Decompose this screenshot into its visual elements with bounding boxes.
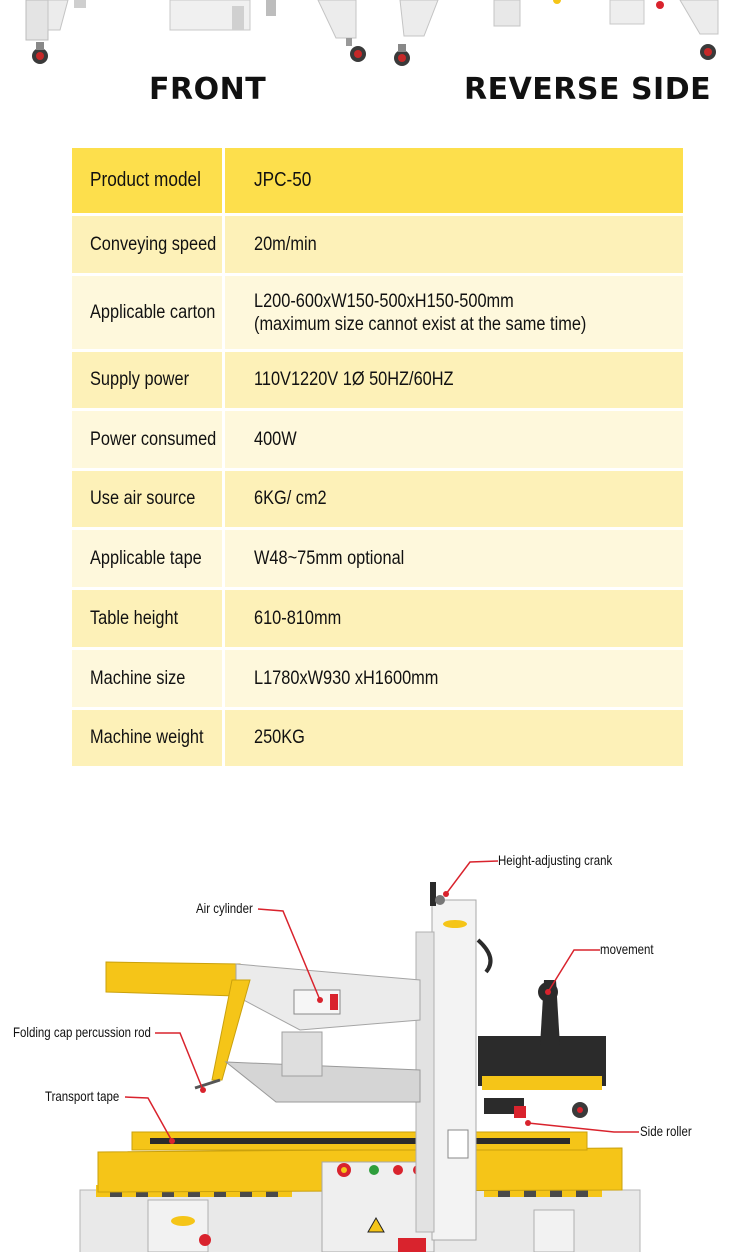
callout-transport-tape: Transport tape bbox=[45, 1088, 120, 1104]
spec-row-power-consumed bbox=[72, 411, 683, 468]
spec-value: 400W bbox=[254, 428, 297, 450]
spec-value: 610-810mm bbox=[254, 607, 342, 629]
spec-row-applicable-carton bbox=[72, 276, 683, 349]
spec-row-use-air-source bbox=[72, 471, 683, 527]
front-view-label: FRONT bbox=[149, 72, 267, 107]
spec-row-product-model bbox=[72, 148, 683, 213]
spec-key: Power consumed bbox=[90, 428, 217, 450]
spec-value: 6KG/ cm2 bbox=[254, 488, 327, 509]
spec-key: Applicable tape bbox=[90, 547, 202, 569]
callout-folding-cap-percussion-rod: Folding cap percussion rod bbox=[13, 1024, 151, 1040]
spec-value: 250KG bbox=[254, 727, 305, 748]
spec-value: W48~75mm optional bbox=[254, 547, 405, 569]
spec-key: Product model bbox=[90, 169, 201, 191]
spec-key: Machine size bbox=[90, 667, 186, 689]
spec-value: L1780xW930 xH1600mm bbox=[254, 667, 439, 689]
spec-row-table-height bbox=[72, 590, 683, 647]
machine-photo-strip bbox=[0, 0, 750, 72]
machine-photo-bottoms bbox=[0, 0, 750, 72]
callout-side-roller: Side roller bbox=[640, 1123, 692, 1139]
spec-value: 20m/min bbox=[254, 233, 317, 255]
spec-key: Applicable carton bbox=[90, 301, 216, 323]
spec-value-line1: L200-600xW150-500xH150-500mm bbox=[254, 290, 514, 312]
spec-row-machine-weight bbox=[72, 710, 683, 766]
spec-row-applicable-tape bbox=[72, 530, 683, 587]
spec-key: Supply power bbox=[90, 369, 190, 390]
spec-value: JPC-50 bbox=[254, 169, 312, 191]
callout-height-adjusting-crank: Height-adjusting crank bbox=[498, 852, 613, 868]
spec-key: Conveying speed bbox=[90, 233, 217, 255]
spec-value: 110V1220V 1Ø 50HZ/60HZ bbox=[254, 369, 454, 390]
spec-row-supply-power bbox=[72, 352, 683, 408]
spec-row-conveying-speed bbox=[72, 216, 683, 273]
spec-key: Use air source bbox=[90, 488, 196, 509]
spec-value-line2: (maximum size cannot exist at the same time) bbox=[254, 313, 587, 335]
spec-key: Table height bbox=[90, 607, 179, 629]
callout-air-cylinder: Air cylinder bbox=[196, 900, 253, 916]
callout-movement: movement bbox=[600, 941, 654, 957]
spec-key: Machine weight bbox=[90, 727, 204, 748]
reverse-side-view-label: REVERSE SIDE bbox=[464, 72, 712, 107]
spec-value-multiline bbox=[254, 290, 586, 336]
spec-row-machine-size bbox=[72, 650, 683, 707]
carton-sealer-illustration bbox=[0, 840, 750, 1252]
machine-diagram bbox=[0, 840, 750, 1252]
